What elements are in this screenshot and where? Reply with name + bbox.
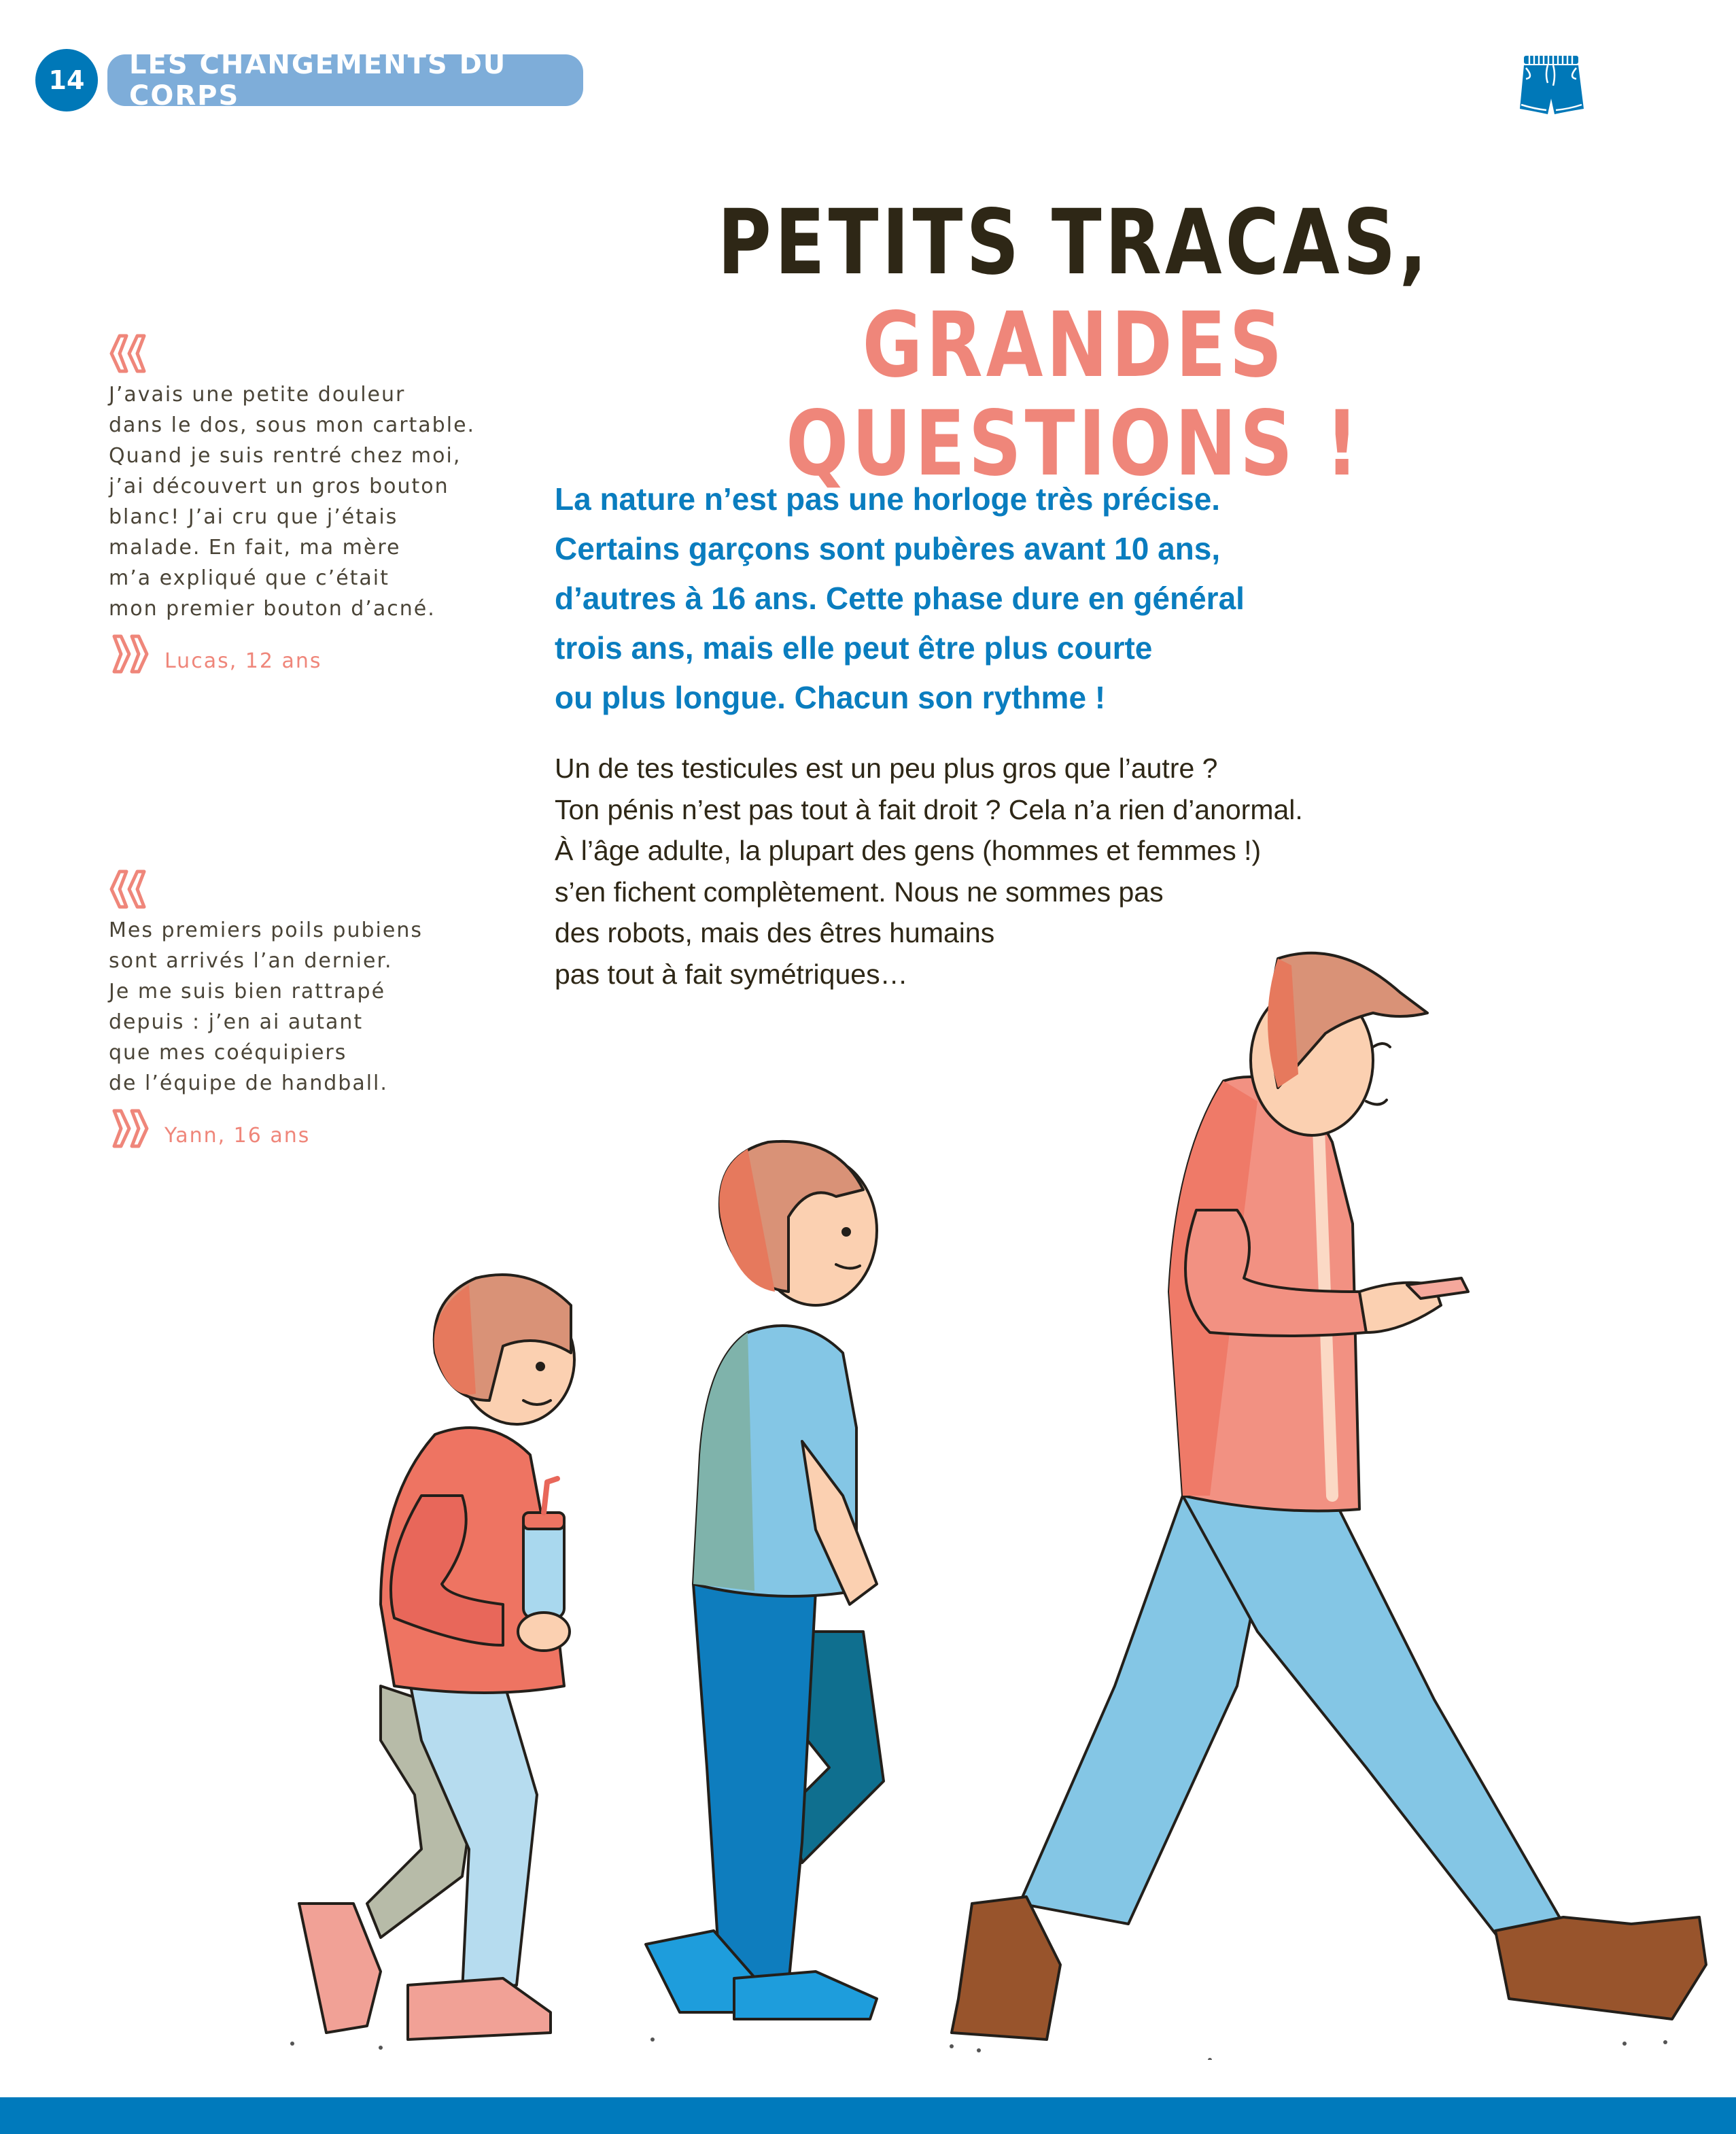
lead-line: trois ans, mais elle peut être plus courte [555,630,1153,666]
lead-line: La nature n’est pas une horloge très précise. [555,481,1221,517]
title-line-2: GRANDES QUESTIONS ! [786,293,1362,497]
testimonial-line: que mes coéquipiers [109,1041,347,1065]
shorts-icon [1512,54,1594,119]
testimonial-lucas [109,333,530,674]
testimonial-line: de l’équipe de handball. [109,1071,388,1095]
lead-line: d’autres à 16 ans. Cette phase dure en général [555,581,1245,616]
footer-bar [0,2097,1736,2134]
lead-line: ou plus longue. Chacun son rythme ! [555,680,1106,715]
testimonial-line: depuis : j’en ai autant [109,1010,364,1034]
testimonial-author: Yann, 16 ans [164,1124,311,1148]
testimonial-line: Quand je suis rentré chez moi, [109,444,462,468]
small-child-figure [299,1275,574,2040]
testimonial-text [109,379,530,624]
page-number: 14 [35,49,98,111]
testimonial-line: Mes premiers poils pubiens [109,918,423,942]
middle-boy-figure [646,1141,884,2019]
body-line: À l’âge adulte, la plupart des gens (hommes et femmes !) [555,835,1262,866]
testimonial-line: mon premier bouton d’acné. [109,597,436,621]
lead-paragraph [555,475,1438,723]
body-line: s’en fichent complètement. Nous ne sommes pas [555,876,1164,908]
body-line: Un de tes testicules est un peu plus gros que l’autre ? [555,753,1218,784]
testimonial-line: sont arrivés l’an dernier. [109,949,393,973]
testimonial-line: m’a expliqué que c’était [109,566,389,590]
title-line-1: PETITS TRACAS, [717,190,1431,295]
young-man-figure [952,953,1706,2040]
walking-boys-illustration [0,938,1736,2060]
testimonial-author: Lucas, 12 ans [164,649,322,673]
testimonial-line: blanc! J’ai cru que j’étais [109,505,398,529]
open-quote-icon [109,869,150,910]
testimonial-line: j’ai découvert un gros bouton [109,475,449,498]
testimonial-line: dans le dos, sous mon cartable. [109,413,476,437]
body-line: Ton pénis n’est pas tout à fait droit ? Cela n’a rien d’anormal. [555,793,1303,825]
section-title-pill: LES CHANGEMENTS DU CORPS [107,54,583,106]
testimonial-line: malade. En fait, ma mère [109,536,401,560]
body-line: pas tout à fait symétriques… [555,958,908,990]
open-quote-icon [109,333,150,374]
close-quote-icon [109,634,150,674]
testimonial-line: J’avais une petite douleur [109,383,406,407]
page-title [591,190,1557,497]
lead-line: Certains garçons sont pubères avant 10 ans, [555,531,1221,566]
testimonial-line: Je me suis bien rattrapé [109,980,386,1003]
body-line: des robots, mais des êtres humains [555,917,995,948]
testimonial-signature [109,634,530,674]
